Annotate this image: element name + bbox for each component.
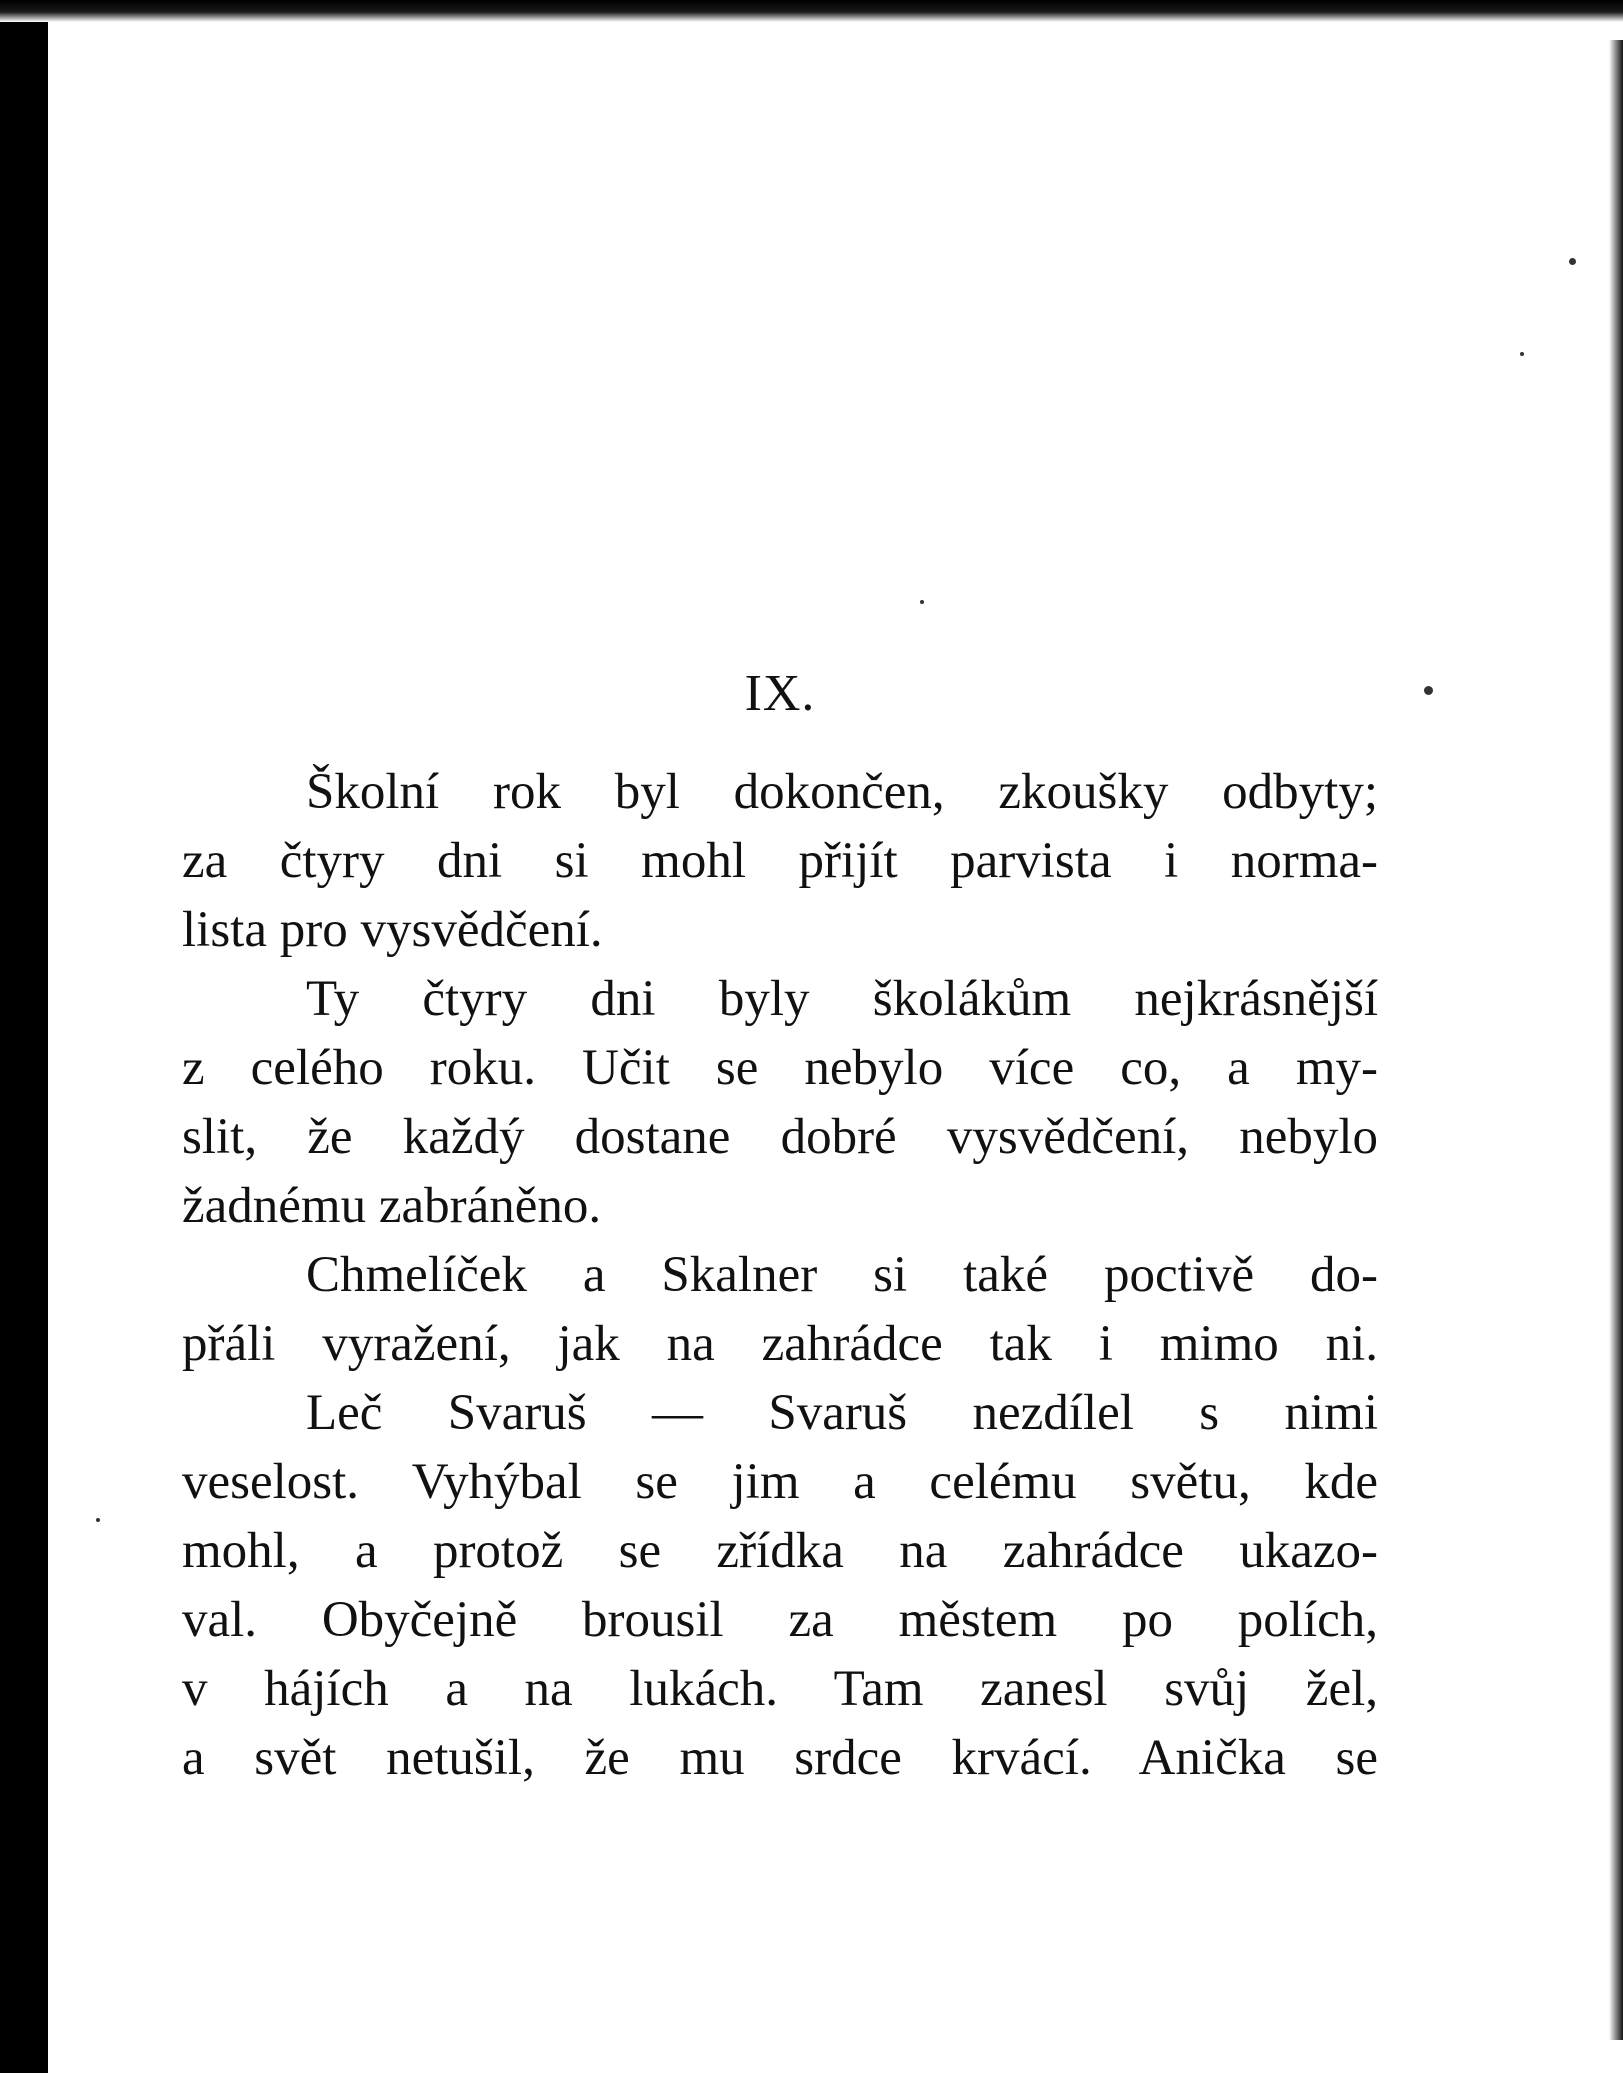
scan-speck [1424,686,1433,695]
text-line: Školní rok byl dokončen, zkoušky odbyty; [306,764,1378,820]
scan-speck [1569,258,1576,265]
text-line: slit, že každý dostane dobré vysvědčení, nebylo [182,1109,1378,1165]
scan-border-left [0,0,48,2073]
text-line: z celého roku. Učit se nebylo více co, a my- [182,1040,1378,1096]
text-line: Chmelíček a Skalner si také poctivě do- [306,1247,1378,1303]
text-line: žadnému zabráněno. [182,1178,602,1234]
scan-border-top [0,0,1623,22]
scan-speck [1520,352,1524,356]
text-line: přáli vyražení, jak na zahrádce tak i mimo ni. [182,1316,1378,1372]
text-line: a svět netušil, že mu srdce krvácí. Anička se [182,1730,1378,1786]
text-line: Leč Svaruš — Svaruš nezdílel s nimi [306,1385,1378,1441]
scan-border-right [1609,40,1623,2040]
text-line: mohl, a protož se zřídka na zahrádce ukazo- [182,1523,1378,1579]
chapter-heading: IX. [744,665,816,722]
scan-speck [920,600,924,604]
text-line: Ty čtyry dni byly školákům nejkrásnější [306,971,1378,1027]
text-line: za čtyry dni si mohl přijít parvista i norma- [182,833,1378,889]
text-line: lista pro vysvědčení. [182,902,603,958]
text-line: v hájích a na lukách. Tam zanesl svůj žel, [182,1661,1378,1717]
scan-speck [96,1518,100,1522]
text-line: val. Obyčejně brousil za městem po polích, [182,1592,1378,1648]
text-line: veselost. Vyhýbal se jim a celému světu, kde [182,1454,1378,1510]
